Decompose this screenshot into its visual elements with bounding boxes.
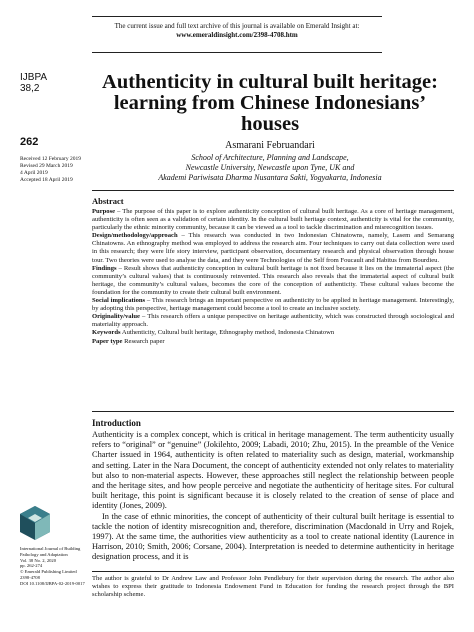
paper-title: Authenticity in cultural built heritage: learning from Chinese Indonesians’ houses <box>102 71 438 135</box>
date-accepted: Accepted 18 April 2019 <box>20 177 73 183</box>
journal-volume <box>20 72 47 94</box>
article-dates <box>20 156 81 184</box>
abstract-purpose: Purpose – The purpose of this paper is to explore authenticity conception of cultural built heritage. As a core of heritage management, authenticity is often seen as a validation of certain identity. In the cultural built heritage context, authenticity is vital for the community, particularly the ethnic minority community, because it can be viewed as a tool to tackle discrimination and misrecognition issues. <box>92 208 454 232</box>
journal-volume-number: 38,2 <box>20 83 40 94</box>
publisher-logo-icon <box>20 506 50 540</box>
introduction-heading: Introduction <box>92 418 141 428</box>
author-affiliation <box>100 153 440 183</box>
abstract-social: Social implications – This research brings an important perspective on authenticity to be applied in heritage management. Interestingly, by adopting this perspective, heritage management could become a tool to create an inclusive society. <box>92 297 454 313</box>
abstract-section <box>92 196 454 346</box>
abstract-heading: Abstract <box>92 196 124 206</box>
citation-block <box>20 546 90 587</box>
author-name: Asmarani Februandari <box>225 140 315 151</box>
citation-line: Pathology and Adaptation <box>20 551 68 557</box>
abstract-bottom-rule <box>92 411 454 412</box>
acknowledgement-footnote: The author is grateful to Dr Andrew Law and Professor John Pendlebury for their supervision during the research. The author also wishes to express their gratitude to Indonesia Endowment Fund in Education for funding the research project through the BPI scholarship scheme. <box>92 575 454 599</box>
citation-line: © Emerald Publishing Limited <box>20 569 77 575</box>
citation-line: pp. 262-274 <box>20 563 43 569</box>
abstract-top-rule <box>92 190 454 191</box>
journal-url-link[interactable]: www.emeraldinsight.com/2398-4708.htm <box>176 31 298 39</box>
date-revised: Revised 29 March 2019 <box>20 163 73 169</box>
affiliation-line: Newcastle University, Newcastle upon Tyne, UK and <box>185 163 355 172</box>
affiliation-line: Akademi Pariwisata Dharma Nusantara Sakti, Yogyakarta, Indonesia <box>158 173 382 182</box>
introduction-paragraph: Authenticity is a complex concept, which is critical in heritage management. The term authenticity usually refers to “original” or “genuine” (Jokilehto, 2009; Labadi, 2010; Zhu, 2015). In the preamble of the Venice Charter issued in 1964, authenticity is often related to materiality such as design, material, workmanship and setting. Later in the Nara Document, the concept of authenticity extended not only relates to materiality but also to non-material aspects. However, these approaches still neglect the relationship between people and the heritage sites, and how people perceive and negotiate the authenticity of heritage sites. For cultural built heritage, this point is significant because it is closely related to the creation of sense of place and identity (Jones, 2009). <box>92 430 454 511</box>
archive-note <box>92 22 382 40</box>
citation-line: Vol. 38 No. 2, 2020 <box>20 557 57 563</box>
archive-note-text: The current issue and full text archive of this journal is available on Emerald Insight at: <box>114 22 360 30</box>
citation-line: International Journal of Building <box>20 546 81 551</box>
abstract-paper-type: Paper type Research paper <box>92 337 165 345</box>
abstract-findings: Findings – Result shows that authenticity conception in cultural built heritage is not fixed because it lies on the immaterial aspect (the community’s cultural values) that is continuously reinvented. This research also reveals that the immaterial aspect of cultural built heritage, the community’s cultural values, becomes the core of the conception of authenticity. These cultural values become the foundation for the community to create their cultural built environment. <box>92 264 454 296</box>
abstract-originality: Originality/value – This research offers a unique perspective on heritage authenticity, which was constructed through sociological and materiality approach. <box>92 313 454 329</box>
header-rule <box>92 52 382 53</box>
citation-line: 2398-4708 <box>20 574 40 580</box>
abstract-keywords: Keywords Authenticity, Cultural built heritage, Ethnography method, Indonesia Chinatown <box>92 329 335 337</box>
introduction-section <box>92 417 454 563</box>
page-number: 262 <box>20 136 39 148</box>
journal-abbrev: IJBPA <box>20 72 48 83</box>
abstract-design: Design/methodology/approach – This research was conducted in two Indonesian Chinatowns, namely, Lasem and Semarang Chinatowns. An ethnography method was employed to address the research aim. Four techniques to carry out data collection were used in this research; they were life story interview, participant observation, documentary research and physical observation through house tour. Two theories were used to analyse the data, and they were Technologies of the Self from Foucault and Habitus from Bourdieu. <box>92 232 454 264</box>
footnote-rule <box>92 571 454 572</box>
date-revised-2: 4 April 2019 <box>20 170 48 176</box>
top-rule <box>92 16 382 17</box>
date-received: Received 12 February 2019 <box>20 156 81 162</box>
affiliation-line: School of Architecture, Planning and Landscape, <box>191 153 349 162</box>
introduction-paragraph: In the case of ethnic minorities, the concept of authenticity of their cultural built heritage is essential to tackle the notion of identity misrecognition and, therefore, discrimination (Macdonald in Urry and Rojek, 1997). At the same time, the authorities view authenticity as a tool to create national identity (Laurence in Harrison, 2010; Smith, 2006; Corsane, 2004). Interpretation is needed to determine authenticity in heritage designation process, and it is <box>92 511 454 562</box>
citation-doi[interactable]: DOI 10.1108/IJBPA-02-2019-0017 <box>20 580 85 586</box>
